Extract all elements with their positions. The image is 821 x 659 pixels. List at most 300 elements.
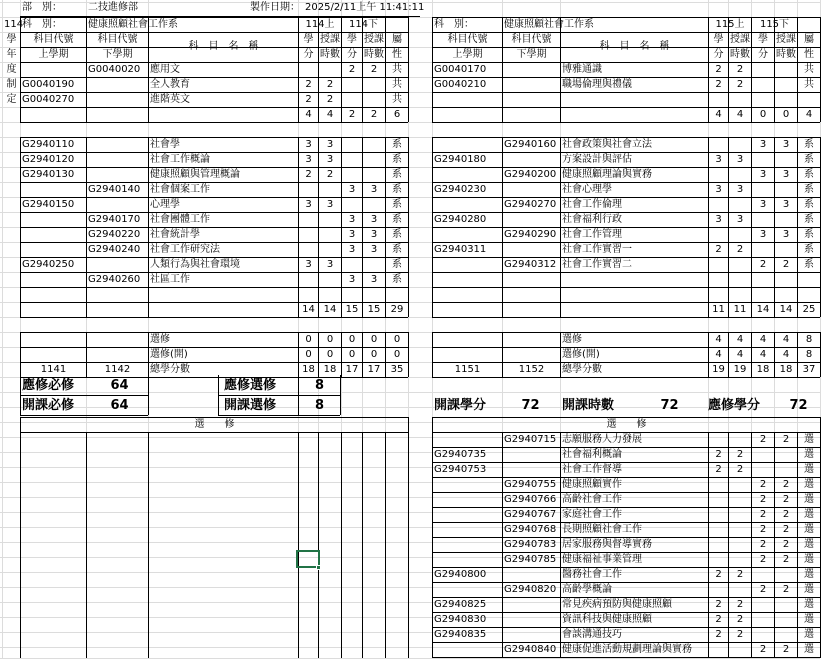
elective-code-1: [434, 642, 501, 657]
major-code-1: G2940180: [434, 154, 487, 165]
major-value: 3: [370, 244, 378, 255]
dept-value: 健康照顧社會工作系: [88, 19, 178, 30]
total-credits-value: 17: [345, 364, 359, 375]
attr-header: 屬: [392, 34, 402, 45]
major-total: 11: [733, 304, 747, 315]
dept-label: 部 別：: [22, 2, 62, 13]
elective-label: 選修: [562, 334, 582, 345]
major-course-name: 社會學: [150, 139, 180, 150]
major-total: 14: [756, 304, 770, 315]
elective-attr: 選: [804, 584, 814, 595]
major-value: 3: [782, 199, 790, 210]
common-value: [300, 62, 317, 77]
common-value: 2: [348, 64, 356, 75]
elective-code-1: G2940825: [434, 599, 487, 610]
col-course-name: 科 目 名 稱: [188, 41, 259, 52]
elective-value: 4: [715, 334, 722, 345]
common-code-1: G0040170: [434, 64, 487, 75]
grid-line: [751, 17, 752, 122]
major-attr: 系: [392, 274, 402, 285]
elective-code-2: G2940783: [504, 539, 557, 550]
col-code-2: 科目代號: [511, 34, 552, 45]
elective-value: [753, 462, 773, 477]
elective-code-1: G2940835: [434, 629, 487, 640]
major-value: [343, 167, 361, 182]
grid-line: [728, 17, 729, 122]
grid-line: [432, 17, 433, 122]
col-term-1: 上學期: [452, 49, 483, 60]
major-course-name: 社會工作管理: [562, 229, 622, 240]
elective-value: 2: [782, 494, 790, 505]
grid-line: [385, 432, 386, 658]
common-code-1: [22, 62, 85, 77]
required-credits-label: 應修學分: [708, 398, 761, 413]
grid-line: [20, 122, 408, 123]
major-value: [730, 137, 750, 152]
elective-open-value: 4: [782, 349, 790, 360]
elective-value: [710, 642, 727, 657]
common-code-1: G0040270: [22, 94, 75, 105]
major-value: 3: [326, 154, 334, 165]
major-value: [364, 197, 384, 212]
elective-code-1: [434, 582, 501, 597]
elective-value: 2: [736, 614, 744, 625]
grid-line: [432, 287, 820, 288]
elective-attr: 選: [804, 509, 814, 520]
required-value: 64: [110, 378, 129, 393]
grid-line: [708, 332, 709, 377]
grid-line: [774, 432, 775, 658]
major-attr: 系: [804, 229, 814, 240]
required-elective-label: 應修選修: [224, 378, 277, 393]
major-course-name: 人類行為與社會環境: [150, 259, 240, 270]
total-term-2: 1142: [104, 364, 131, 375]
major-value: [753, 212, 773, 227]
common-value: [753, 77, 773, 92]
elective-value: 8: [805, 334, 813, 345]
elective-value: [730, 522, 750, 537]
common-value: 2: [305, 79, 312, 90]
major-value: [300, 272, 317, 287]
major-attr: 系: [804, 244, 814, 255]
major-code-2: G2940260: [88, 274, 141, 285]
grid-line: [432, 377, 820, 378]
elective-value: 2: [736, 569, 744, 580]
elective-value: 2: [782, 644, 790, 655]
total-credits-label: 總學分數: [562, 364, 602, 375]
elective-section-title: 選 修: [606, 419, 647, 430]
common-value: [776, 62, 796, 77]
grid-line: [560, 137, 561, 317]
common-code-2: [504, 62, 559, 77]
grid-line: [432, 317, 820, 318]
elective-value: 2: [782, 524, 790, 535]
grid-line: [86, 432, 87, 658]
grid-line: [432, 657, 820, 658]
elective-code-2: G2940785: [504, 554, 557, 565]
common-value: 2: [715, 64, 722, 75]
term-2-label: 115下: [759, 19, 790, 30]
major-code-1: [434, 167, 501, 182]
grid-line: [502, 332, 503, 377]
major-value: 3: [348, 244, 356, 255]
elective-value: 4: [782, 334, 790, 345]
major-code-1: [22, 212, 85, 227]
grid-line: [218, 375, 219, 415]
major-value: 3: [305, 139, 312, 150]
major-value: [320, 182, 340, 197]
elective-open-value: 4: [736, 349, 744, 360]
elective-value: [730, 432, 750, 447]
open-elective-value: 8: [314, 398, 325, 413]
major-course-name: 社會團體工作: [150, 214, 210, 225]
grid-line: [362, 17, 363, 122]
generated-date-value: 2025/2/11上午 11:41:11: [305, 2, 425, 13]
required-credits-value: 72: [789, 398, 808, 413]
grid-line: [86, 137, 87, 317]
elective-course-name: 醫務社會工作: [562, 569, 622, 580]
grid-line: [797, 332, 798, 377]
elective-course-name: 健康照顧實作: [562, 479, 622, 490]
major-course-name: 社會心理學: [562, 184, 612, 195]
elective-value: 2: [759, 644, 767, 655]
major-attr: 系: [804, 199, 814, 210]
major-attr: 系: [392, 214, 402, 225]
grid-line: [774, 137, 775, 317]
total-credits-value: 18: [756, 364, 770, 375]
major-value: 3: [326, 199, 334, 210]
total-credits-label: 總學分數: [150, 364, 190, 375]
major-value: 3: [370, 214, 378, 225]
elective-value: 2: [736, 629, 744, 640]
elective-attr: 選: [804, 569, 814, 580]
major-code-2: G2940160: [504, 139, 557, 150]
major-course-name: 社會工作倫理: [562, 199, 622, 210]
grid-line: [432, 92, 820, 93]
grid-line: [502, 432, 503, 658]
hours-header: 授課: [320, 34, 340, 45]
elective-code-1: G2940753: [434, 464, 487, 475]
elective-course-name: 居家服務與督導實務: [562, 539, 652, 550]
elective-open-value: 0: [370, 349, 378, 360]
common-total: 4: [715, 109, 722, 120]
common-total: 0: [759, 109, 767, 120]
elective-value: 2: [759, 434, 767, 445]
major-value: [343, 137, 361, 152]
elective-value: [776, 462, 796, 477]
grid-line: [341, 332, 342, 377]
major-attr: 系: [804, 169, 814, 180]
elective-value: 2: [759, 509, 767, 520]
total-credits-value: 19: [733, 364, 747, 375]
common-total: 0: [782, 109, 790, 120]
common-course-name: 職場倫理與禮儀: [562, 79, 632, 90]
elective-code-2: G2940755: [504, 479, 557, 490]
elective-course-name: 家庭社會工作: [562, 509, 622, 520]
major-code-2: G2940170: [88, 214, 141, 225]
elective-open-label: 選修(開): [562, 349, 600, 360]
major-value: 2: [305, 169, 312, 180]
common-attr: 共: [392, 64, 402, 75]
open-required-value: 64: [110, 398, 129, 413]
term-1-label: 115上: [715, 19, 745, 30]
elective-code-1: [434, 507, 501, 522]
elective-open-value: 0: [393, 349, 401, 360]
elective-value: [710, 492, 727, 507]
major-course-name: 心理學: [150, 199, 180, 210]
open-required-label: 開課必修: [22, 398, 75, 413]
major-value: [320, 212, 340, 227]
grid-line: [20, 417, 21, 658]
elective-attr: 選: [804, 464, 814, 475]
elective-value: 2: [759, 524, 767, 535]
major-total: 11: [712, 304, 725, 315]
major-code-1: G2940250: [22, 259, 75, 270]
elective-code-1: [434, 522, 501, 537]
elective-code-2: [504, 612, 559, 627]
total-term-2: 1152: [518, 364, 545, 375]
major-code-1: G2940230: [434, 184, 487, 195]
elective-open-label: 選修(開): [150, 349, 188, 360]
major-value: [364, 167, 384, 182]
grid-line: [20, 317, 408, 318]
major-code-2: [504, 242, 559, 257]
col-code-1: 科目代號: [33, 34, 74, 45]
elective-value: 4: [759, 334, 767, 345]
common-value: [320, 62, 340, 77]
common-attr: 共: [392, 94, 402, 105]
grid-line: [728, 137, 729, 317]
grid-line: [218, 415, 340, 416]
major-value: 3: [736, 184, 744, 195]
elective-value: 2: [736, 449, 744, 460]
grid-line: [341, 432, 342, 658]
grid-line: [20, 332, 21, 377]
major-code-1: G2940110: [22, 139, 75, 150]
elective-value: [753, 597, 773, 612]
elective-code-1: [434, 477, 501, 492]
credit-header: 分: [347, 49, 357, 60]
grid-line: [774, 332, 775, 377]
major-attr: 系: [392, 169, 402, 180]
major-course-name: 社會工作概論: [150, 154, 210, 165]
elective-value: 0: [348, 334, 356, 345]
grid-line: [408, 417, 409, 658]
grid-line: [432, 332, 433, 377]
elective-attr: 選: [804, 554, 814, 565]
term-2-label: 114下: [348, 19, 379, 30]
grid-line: [560, 432, 561, 658]
dept-label: 科 別：: [22, 19, 62, 30]
major-code-2: G2940312: [504, 259, 557, 270]
common-course-name: 博雅通識: [562, 64, 602, 75]
elective-value: [710, 477, 727, 492]
major-course-name: 健康照顧與管理概論: [150, 169, 240, 180]
major-value: 3: [782, 139, 790, 150]
attr-header: 性: [392, 49, 402, 60]
major-value: 3: [305, 154, 312, 165]
grid-line: [362, 332, 363, 377]
common-code-1: G0040210: [434, 79, 487, 90]
elective-course-name: 健康促進活動規劃理論與實務: [562, 644, 692, 655]
grid-line: [708, 432, 709, 658]
elective-attr: 選: [804, 434, 814, 445]
major-code-2: [88, 167, 147, 182]
major-course-name: 社會福利行政: [562, 214, 622, 225]
grid-line: [751, 432, 752, 658]
major-value: [320, 242, 340, 257]
major-code-1: [22, 227, 85, 242]
common-value: [364, 77, 384, 92]
major-course-name: 方案設計與評估: [562, 154, 632, 165]
grid-line: [20, 375, 21, 415]
major-value: 3: [759, 199, 767, 210]
major-value: 3: [736, 154, 744, 165]
elective-code-1: G2940735: [434, 449, 487, 460]
major-code-1: G2940120: [22, 154, 75, 165]
common-value: 2: [736, 64, 744, 75]
elective-code-2: G2940820: [504, 584, 557, 595]
major-value: 3: [715, 184, 722, 195]
major-code-1: [434, 227, 501, 242]
major-value: 2: [715, 244, 722, 255]
major-value: [364, 137, 384, 152]
grid-line: [20, 17, 21, 122]
major-code-2: G2940240: [88, 244, 141, 255]
major-attr: 系: [392, 184, 402, 195]
major-value: [710, 227, 727, 242]
major-code-2: G2940200: [504, 169, 557, 180]
elective-code-2: [504, 627, 559, 642]
credit-header: 學: [303, 34, 314, 45]
common-value: 2: [326, 79, 334, 90]
major-attr: 系: [392, 139, 402, 150]
grid-line: [148, 432, 149, 658]
elective-value: 2: [782, 509, 790, 520]
elective-code-1: [434, 492, 501, 507]
elective-value: 2: [782, 554, 790, 565]
elective-course-name: 健康福祉事業管理: [562, 554, 642, 565]
grid-line: [408, 137, 409, 317]
grid-line: [20, 415, 148, 416]
elective-attr: 選: [804, 494, 814, 505]
major-value: 3: [782, 169, 790, 180]
major-value: 3: [326, 259, 334, 270]
elective-course-name: 社會福利概論: [562, 449, 622, 460]
major-value: 3: [370, 274, 378, 285]
elective-section-title: 選 修: [194, 419, 235, 430]
grid-line: [432, 272, 820, 273]
dept-value: 二技進修部: [88, 2, 138, 13]
grid-line: [432, 137, 433, 317]
major-code-2: G2940140: [88, 184, 141, 195]
common-value: 2: [736, 79, 744, 90]
major-value: [730, 257, 750, 272]
elective-attr: 選: [804, 539, 814, 550]
elective-value: [776, 612, 796, 627]
major-code-2: [88, 152, 147, 167]
major-code-1: G2940130: [22, 169, 75, 180]
hours-header: 授課: [776, 34, 796, 45]
grid-line: [797, 432, 798, 658]
elective-code-2: [504, 567, 559, 582]
grid-line: [86, 17, 87, 122]
common-course-name: 全人教育: [150, 79, 190, 90]
required-elective-value: 8: [314, 378, 325, 393]
major-value: [343, 257, 361, 272]
elective-value: 2: [715, 614, 722, 625]
major-value: 3: [759, 139, 767, 150]
major-value: [710, 167, 727, 182]
col-code-1: 科目代號: [447, 34, 488, 45]
major-attr: 系: [392, 154, 402, 165]
elective-value: [710, 507, 727, 522]
major-value: [753, 152, 773, 167]
common-total: 4: [736, 109, 744, 120]
elective-course-name: 會談溝通技巧: [562, 629, 622, 640]
grid-line: [318, 332, 319, 377]
hours-header: 時數: [776, 49, 796, 60]
common-value: 2: [370, 64, 378, 75]
fill-handle[interactable]: [316, 565, 321, 570]
major-code-2: [88, 137, 147, 152]
elective-value: 2: [782, 539, 790, 550]
total-credits-value: 18: [779, 364, 793, 375]
elective-code-2: G2940840: [504, 644, 557, 655]
major-value: [753, 242, 773, 257]
elective-course-name: 常見疾病預防與健康照顧: [562, 599, 672, 610]
major-attr: 系: [804, 214, 814, 225]
major-attr: 系: [804, 259, 814, 270]
col-term-1: 上學期: [38, 49, 69, 60]
grid-line: [362, 432, 363, 658]
elective-value: 2: [759, 479, 767, 490]
total-credits-value: 19: [712, 364, 725, 375]
major-value: [300, 212, 317, 227]
major-total: 14: [779, 304, 793, 315]
elective-code-2: G2940766: [504, 494, 557, 505]
credit-header: 學: [758, 34, 768, 45]
major-code-1: [434, 197, 501, 212]
elective-value: 2: [736, 464, 744, 475]
grid-line: [298, 432, 299, 658]
major-code-1: G2940311: [434, 244, 487, 255]
major-value: 3: [715, 154, 722, 165]
grid-line: [385, 332, 386, 377]
grid-line: [797, 17, 798, 122]
major-value: [364, 152, 384, 167]
major-code-2: G2940220: [88, 229, 141, 240]
major-total: 15: [367, 304, 381, 315]
grid-line: [560, 332, 561, 377]
credit-header: 學: [347, 34, 357, 45]
major-course-name: 社會工作實習一: [562, 244, 632, 255]
major-total: 14: [302, 304, 315, 315]
grid-line: [20, 137, 21, 317]
major-value: [364, 257, 384, 272]
grid-line: [148, 375, 149, 415]
col-term-2: 下學期: [516, 49, 547, 60]
open-credits-label: 開課學分: [434, 398, 487, 413]
elective-value: [753, 627, 773, 642]
hours-header: 時數: [320, 49, 340, 60]
major-value: 3: [370, 184, 378, 195]
credit-header: 學: [713, 34, 724, 45]
major-value: 2: [782, 259, 790, 270]
elective-value: [730, 507, 750, 522]
grid-line: [385, 17, 386, 122]
major-value: 3: [305, 199, 312, 210]
